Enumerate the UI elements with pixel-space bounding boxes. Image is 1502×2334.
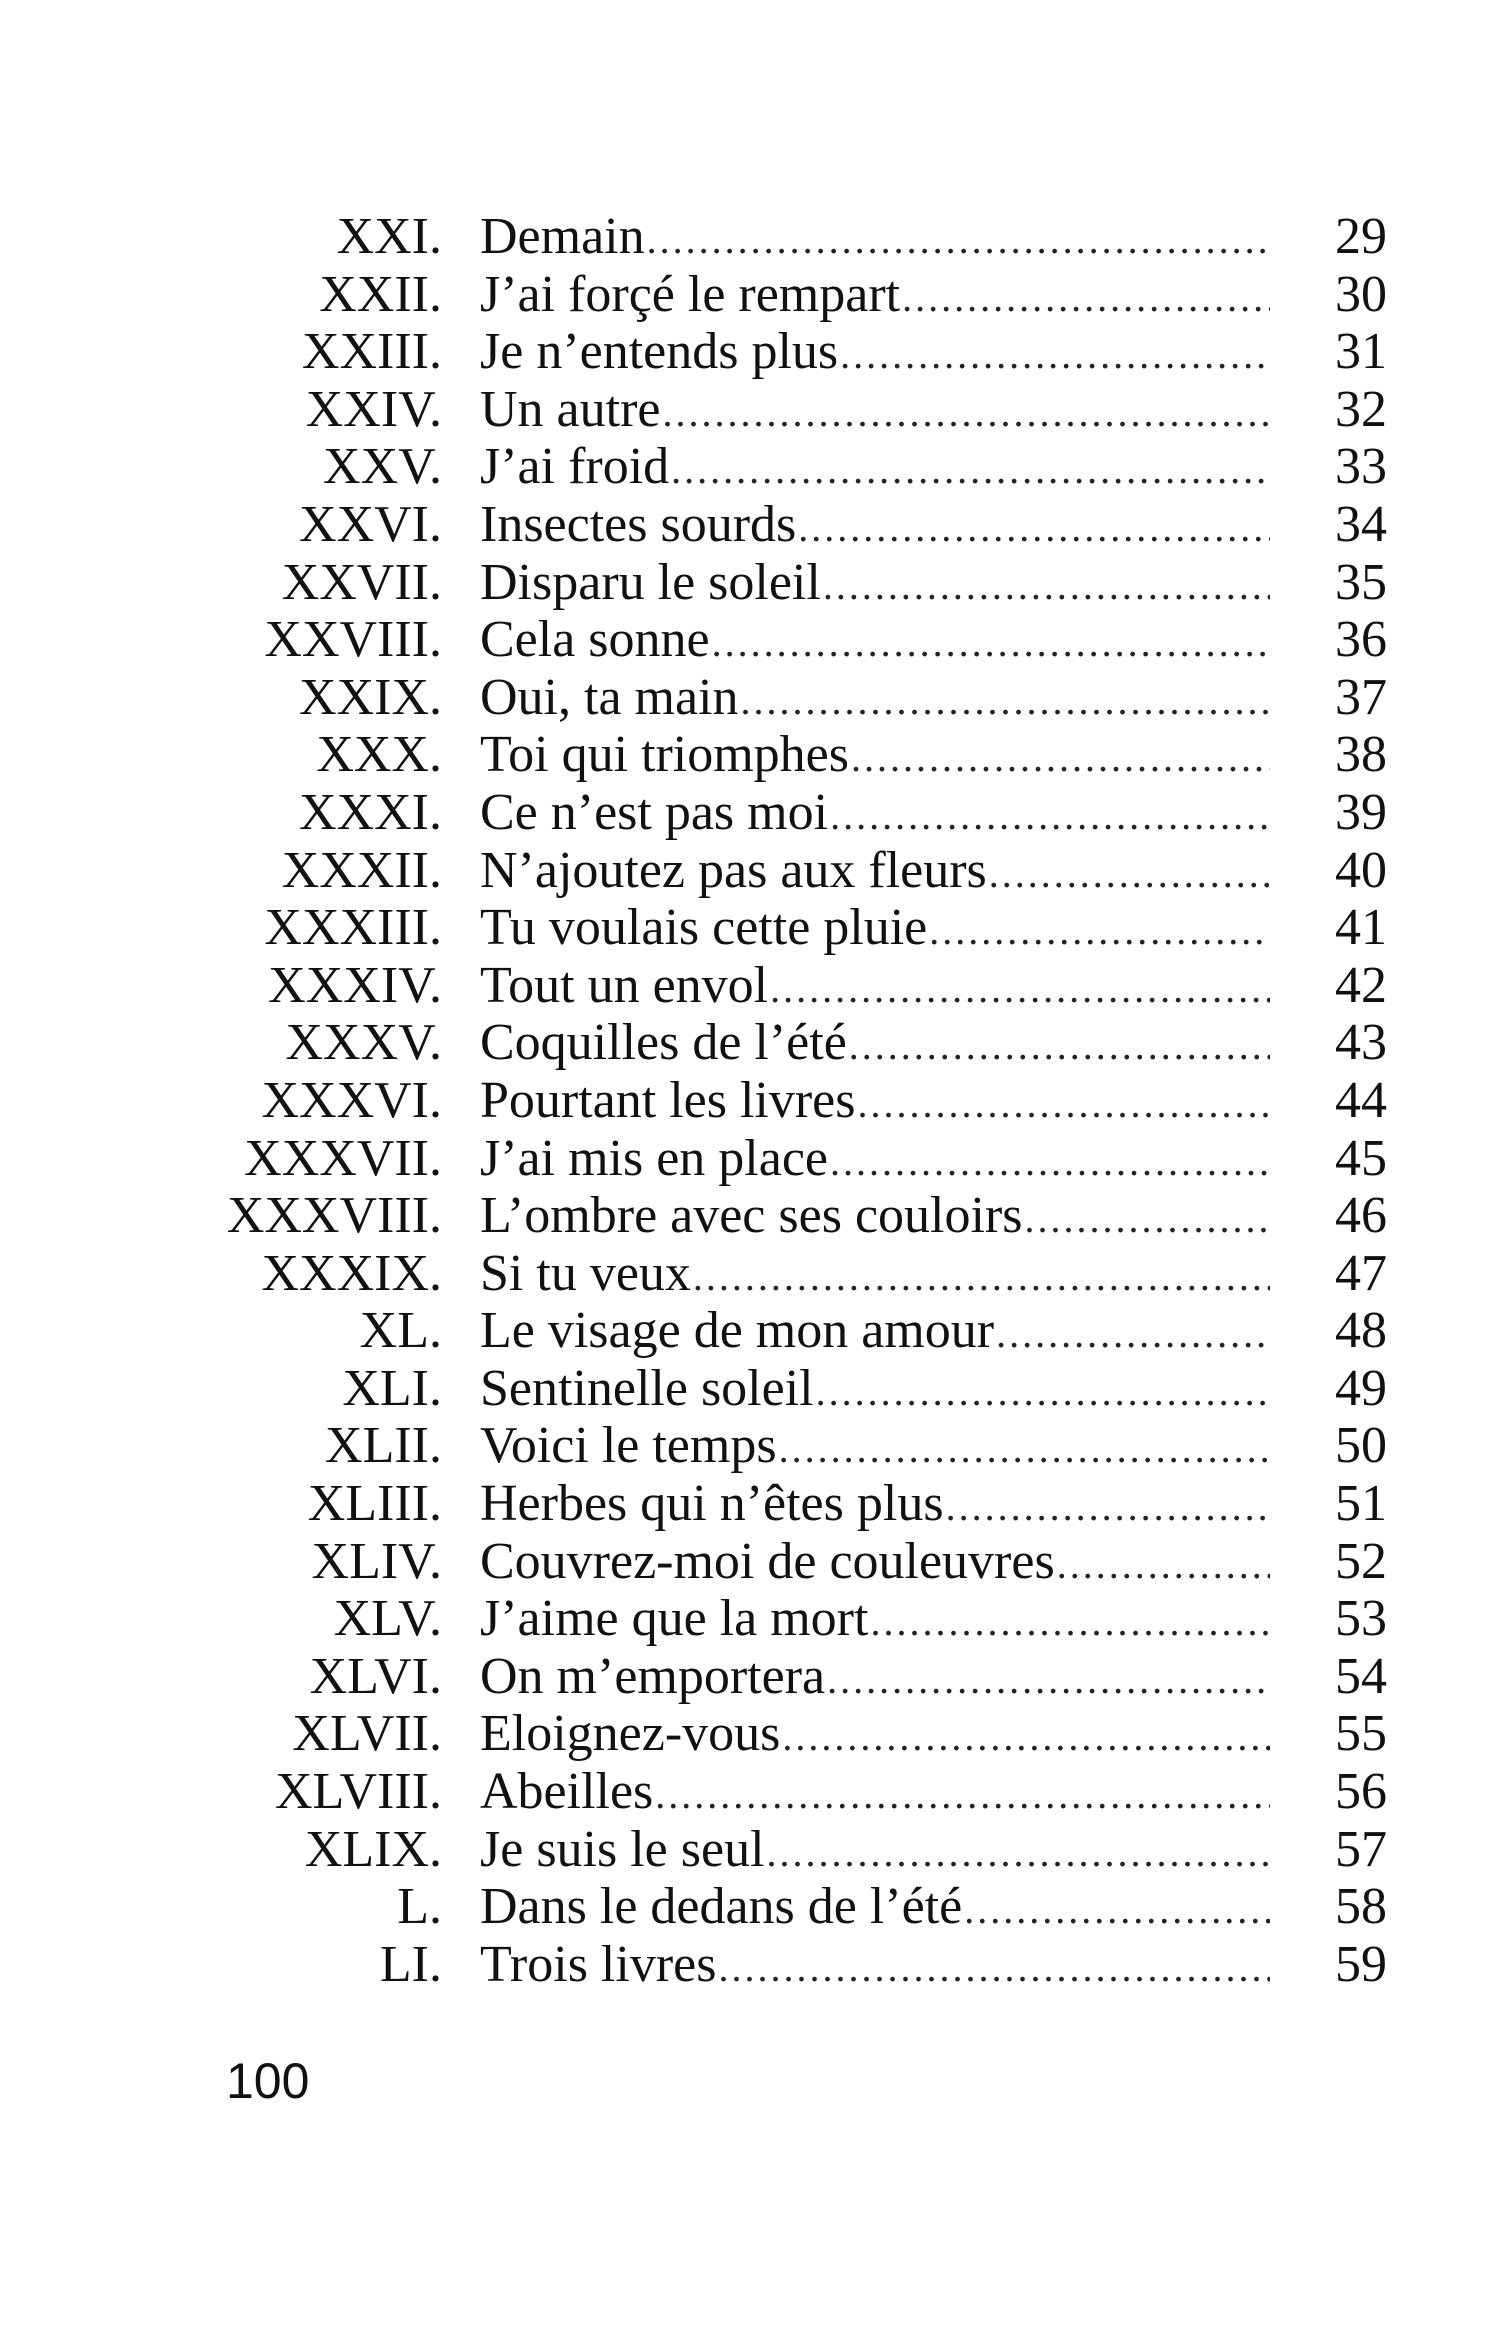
toc-entry [0, 899, 1502, 957]
dot-leader [647, 211, 1270, 269]
toc-entry-number: XXXVI. [261, 1071, 442, 1129]
dot-leader [827, 1651, 1270, 1709]
toc-entry [0, 669, 1502, 727]
dot-leader [655, 1766, 1270, 1824]
dot-leader [1057, 1536, 1270, 1594]
toc-entry-title: J’aime que la mort [480, 1590, 869, 1648]
toc-entry-number: XLII. [325, 1417, 442, 1475]
table-of-contents [0, 208, 1502, 1993]
toc-entry [0, 1302, 1502, 1360]
toc-entry-title: Pourtant les livres [480, 1071, 856, 1129]
toc-entry-title: Oui, ta main [480, 668, 739, 726]
toc-entry-number: XXVII. [281, 553, 442, 611]
toc-entry-number: XXXV. [285, 1014, 442, 1072]
toc-entry-line [480, 1705, 1270, 1766]
toc-entry [0, 208, 1502, 266]
toc-entry [0, 1936, 1502, 1994]
toc-entry-title: L’ombre avec ses couloirs [480, 1187, 1023, 1245]
dot-leader [1024, 1190, 1270, 1248]
toc-entry [0, 1878, 1502, 1936]
toc-entry-title: Cela sonne [480, 611, 710, 669]
toc-entry-line [480, 208, 1270, 269]
dot-leader [816, 1363, 1270, 1421]
toc-entry [0, 266, 1502, 324]
toc-entry-line [480, 1014, 1270, 1075]
toc-entry-page: 41 [1335, 899, 1387, 957]
toc-entry-title: Ce n’est pas moi [480, 783, 829, 841]
toc-entry-title: Insectes sourds [480, 495, 797, 553]
toc-entry-line [480, 784, 1270, 845]
dot-leader [779, 1420, 1270, 1478]
dot-leader [996, 1305, 1270, 1363]
dot-leader [718, 1939, 1270, 1997]
dot-leader [741, 672, 1270, 730]
toc-entry-number: XXVI. [299, 495, 442, 553]
toc-entry-page: 55 [1335, 1705, 1387, 1763]
toc-entry-title: Disparu le soleil [480, 553, 821, 611]
toc-entry [0, 1187, 1502, 1245]
toc-entry-line [480, 957, 1270, 1018]
toc-entry-number: XLI. [342, 1359, 442, 1417]
toc-entry [0, 957, 1502, 1015]
toc-entry-page: 42 [1335, 956, 1387, 1014]
toc-entry [0, 1360, 1502, 1418]
toc-entry-line [480, 1878, 1270, 1939]
dot-leader [858, 1075, 1270, 1133]
toc-entry-number: XXXIII. [264, 899, 442, 957]
toc-entry-title: Sentinelle soleil [480, 1359, 814, 1417]
toc-entry-line [480, 1187, 1270, 1248]
toc-entry-page: 38 [1335, 726, 1387, 784]
toc-entry-number: XLIII. [307, 1475, 442, 1533]
toc-entry-number: XXIX. [299, 668, 442, 726]
toc-entry-number: XLIX. [304, 1820, 442, 1878]
toc-entry-title: N’ajoutez pas aux fleurs [480, 841, 987, 899]
toc-entry-line [480, 899, 1270, 960]
toc-entry-line [480, 611, 1270, 672]
toc-entry-page: 43 [1335, 1014, 1387, 1072]
toc-entry-title: On m’emportera [480, 1647, 826, 1705]
toc-entry-page: 29 [1335, 208, 1387, 265]
toc-entry-line [480, 842, 1270, 903]
dot-leader [929, 902, 1270, 960]
toc-entry-title: Tout un envol [480, 956, 769, 1014]
toc-entry-line [480, 1648, 1270, 1709]
toc-entry-page: 59 [1335, 1935, 1387, 1993]
toc-entry-page: 31 [1335, 323, 1387, 381]
dot-leader [989, 845, 1270, 903]
toc-entry-number: XXXII. [281, 841, 442, 899]
toc-entry [0, 611, 1502, 669]
dot-leader [830, 1133, 1270, 1191]
toc-entry-number: XLVIII. [274, 1763, 442, 1821]
toc-entry-page: 37 [1335, 668, 1387, 726]
toc-entry [0, 381, 1502, 439]
dot-leader [964, 1881, 1270, 1939]
dot-leader [671, 441, 1270, 499]
toc-entry-title: Eloignez-vous [480, 1705, 781, 1763]
toc-entry [0, 1821, 1502, 1879]
toc-entry [0, 438, 1502, 496]
toc-entry-title: Je n’entends plus [480, 323, 839, 381]
toc-entry-page: 33 [1335, 438, 1387, 496]
dot-leader [830, 787, 1270, 845]
toc-entry-page: 54 [1335, 1647, 1387, 1705]
toc-entry-line [480, 554, 1270, 615]
toc-entry-page: 58 [1335, 1878, 1387, 1936]
dot-leader [902, 269, 1270, 327]
toc-entry-line [480, 1072, 1270, 1133]
toc-entry-line [480, 1533, 1270, 1594]
dot-leader [662, 384, 1270, 442]
toc-entry-page: 35 [1335, 553, 1387, 611]
dot-leader [840, 326, 1270, 384]
toc-entry-number: XXXIV. [268, 956, 442, 1014]
toc-entry-page: 39 [1335, 783, 1387, 841]
toc-entry-number: XLVI. [309, 1647, 442, 1705]
toc-entry [0, 1705, 1502, 1763]
toc-entry-title: Toi qui triomphes [480, 726, 850, 784]
toc-entry [0, 1130, 1502, 1188]
toc-entry-page: 30 [1335, 265, 1387, 323]
toc-entry-page: 47 [1335, 1244, 1387, 1302]
toc-entry [0, 842, 1502, 900]
toc-entry-number: LI. [379, 1935, 442, 1993]
toc-entry-line [480, 1130, 1270, 1191]
toc-entry-title: Demain [480, 208, 645, 265]
toc-entry-number: XL. [359, 1302, 442, 1360]
toc-entry [0, 1590, 1502, 1648]
toc-entry [0, 784, 1502, 842]
toc-entry-page: 52 [1335, 1532, 1387, 1590]
toc-entry-title: Couvrez-moi de couleuvres [480, 1532, 1055, 1590]
toc-entry-page: 34 [1335, 495, 1387, 553]
toc-entry-number: XXI. [336, 208, 442, 265]
toc-entry-number: XXV. [323, 438, 442, 496]
toc-entry-number: XXXI. [299, 783, 442, 841]
toc-entry-line [480, 323, 1270, 384]
toc-entry [0, 1072, 1502, 1130]
toc-entry-title: Un autre [480, 380, 661, 438]
toc-entry-title: Abeilles [480, 1763, 654, 1821]
toc-entry-number: XLV. [333, 1590, 442, 1648]
toc-entry-page: 53 [1335, 1590, 1387, 1648]
toc-entry-title: J’ai forçé le rempart [480, 265, 901, 323]
toc-entry-page: 32 [1335, 380, 1387, 438]
toc-entry [0, 554, 1502, 612]
dot-leader [798, 499, 1270, 557]
toc-entry-title: Le visage de mon amour [480, 1302, 995, 1360]
toc-entry-page: 44 [1335, 1071, 1387, 1129]
toc-entry-title: J’ai froid [480, 438, 670, 496]
toc-entry-number: XXIII. [301, 323, 442, 381]
toc-entry-page: 45 [1335, 1129, 1387, 1187]
toc-entry-line [480, 1763, 1270, 1824]
dot-leader [767, 1824, 1270, 1882]
toc-entry-number: XXXVII. [244, 1129, 442, 1187]
toc-entry-title: Herbes qui n’êtes plus [480, 1475, 944, 1533]
toc-entry [0, 1763, 1502, 1821]
toc-entry-line [480, 1417, 1270, 1478]
toc-entry-page: 46 [1335, 1187, 1387, 1245]
toc-entry-line [480, 1475, 1270, 1536]
toc-entry-number: XLIV. [311, 1532, 442, 1590]
toc-entry-number: XXX. [316, 726, 442, 784]
toc-entry [0, 1014, 1502, 1072]
toc-entry-title: Je suis le seul [480, 1820, 765, 1878]
toc-entry-page: 57 [1335, 1820, 1387, 1878]
toc-entry-page: 40 [1335, 841, 1387, 899]
toc-entry [0, 496, 1502, 554]
toc-entry-title: Voici le temps [480, 1417, 777, 1475]
toc-entry-line [480, 266, 1270, 327]
page-number: 100 [226, 2053, 310, 2109]
toc-entry-page: 48 [1335, 1302, 1387, 1360]
toc-entry-number: XXIV. [305, 380, 442, 438]
toc-entry-title: Dans le dedans de l’été [480, 1878, 963, 1936]
dot-leader [693, 1248, 1270, 1306]
dot-leader [712, 614, 1270, 672]
toc-entry-title: Coquilles de l’été [480, 1014, 847, 1072]
toc-entry-line [480, 669, 1270, 730]
toc-entry-title: Trois livres [480, 1935, 717, 1993]
toc-entry-line [480, 726, 1270, 787]
toc-entry-number: XXXIX. [261, 1244, 442, 1302]
toc-entry-number: L. [397, 1878, 442, 1936]
toc-entry-line [480, 1821, 1270, 1882]
toc-entry-title: Si tu veux [480, 1244, 691, 1302]
dot-leader [782, 1708, 1270, 1766]
toc-entry-line [480, 496, 1270, 557]
toc-entry [0, 1648, 1502, 1706]
toc-entry [0, 1417, 1502, 1475]
toc-entry-page: 50 [1335, 1417, 1387, 1475]
toc-entry [0, 323, 1502, 381]
toc-entry-page: 56 [1335, 1763, 1387, 1821]
toc-entry-line [480, 1360, 1270, 1421]
dot-leader [946, 1478, 1270, 1536]
toc-entry-page: 36 [1335, 611, 1387, 669]
toc-entry-line [480, 381, 1270, 442]
toc-entry [0, 1475, 1502, 1533]
dot-leader [870, 1593, 1270, 1651]
toc-entry-number: XXVIII. [264, 611, 442, 669]
toc-entry-line [480, 438, 1270, 499]
toc-entry-page: 51 [1335, 1475, 1387, 1533]
toc-entry-number: XXII. [319, 265, 442, 323]
dot-leader [770, 960, 1270, 1018]
dot-leader [851, 729, 1270, 787]
toc-entry-number: XXXVIII. [226, 1187, 442, 1245]
toc-entry-title: J’ai mis en place [480, 1129, 828, 1187]
toc-entry-page: 49 [1335, 1359, 1387, 1417]
toc-entry-line [480, 1245, 1270, 1306]
dot-leader [849, 1017, 1270, 1075]
toc-entry-title: Tu voulais cette pluie [480, 899, 928, 957]
toc-entry [0, 726, 1502, 784]
toc-entry [0, 1533, 1502, 1591]
toc-entry-line [480, 1936, 1270, 1997]
toc-entry-line [480, 1302, 1270, 1363]
dot-leader [823, 557, 1270, 615]
toc-entry-number: XLVII. [292, 1705, 442, 1763]
toc-entry-line [480, 1590, 1270, 1651]
toc-entry [0, 1245, 1502, 1303]
